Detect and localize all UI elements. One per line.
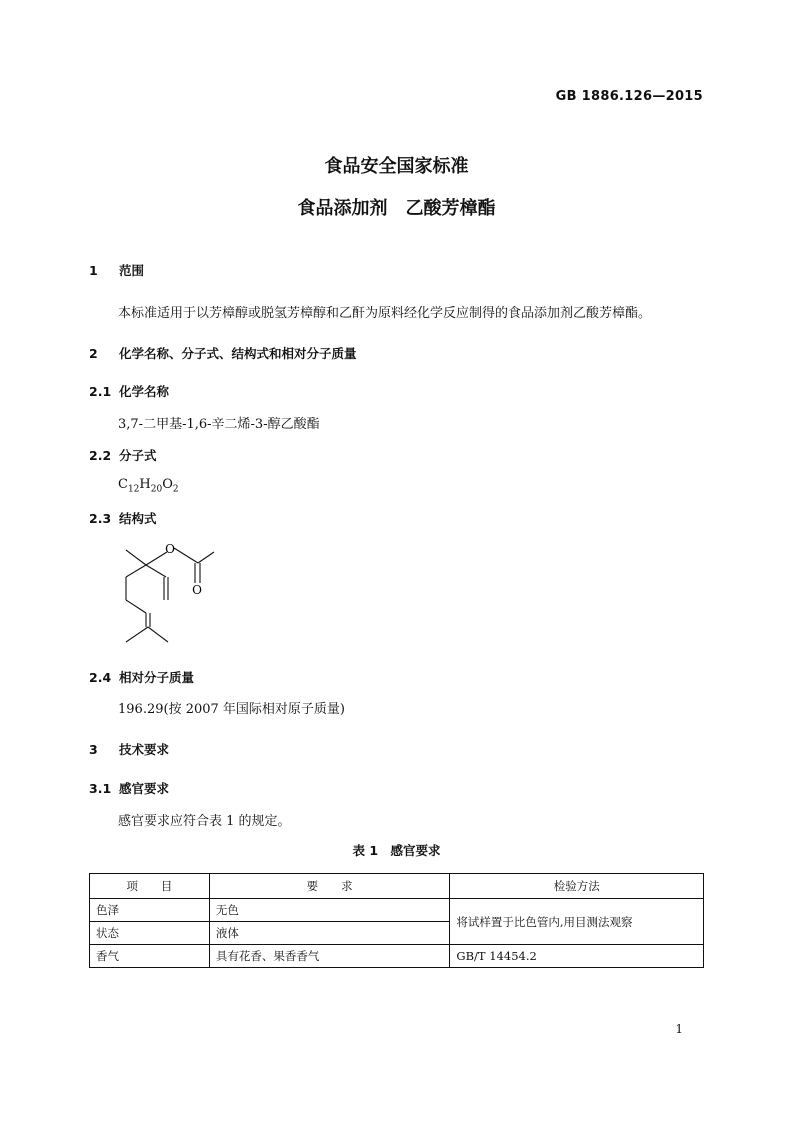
section-title: 结构式: [119, 511, 157, 526]
structural-formula: [110, 535, 230, 653]
item-cell: 香气: [90, 945, 210, 968]
method-cell: 将试样置于比色管内,用目测法观察: [450, 899, 704, 945]
section-number: 2: [89, 346, 98, 361]
section-number: 2.4: [89, 670, 112, 685]
main-title: 食品安全国家标准: [324, 156, 469, 177]
item-cell: 状态: [90, 922, 210, 945]
molecular-mass: 196.29(按 2007 年国际相对原子质量): [118, 702, 345, 717]
section-2-heading: [89, 344, 357, 362]
formula-subscript: 20: [150, 484, 163, 495]
sensory-requirement-text: 感官要求应符合表 1 的规定。: [118, 814, 291, 829]
requirement-cell: 无色: [209, 899, 450, 922]
column-header: 检验方法: [450, 874, 704, 899]
sub-title: 食品添加剂 乙酸芳樟酯: [297, 198, 496, 219]
section-number: 3: [89, 742, 98, 757]
section-title: 范围: [119, 263, 145, 278]
requirement-cell: 具有花香、果香香气: [209, 945, 450, 968]
section-number: 2.2: [89, 448, 112, 463]
section-title: 相对分子质量: [119, 670, 195, 685]
section-1-heading: [89, 261, 144, 279]
standard-code: GB 1886.126—2015: [555, 89, 703, 104]
carbonyl-oxygen-label: O: [192, 583, 202, 597]
formula-element: C: [118, 477, 128, 492]
section-3-1-heading: [89, 779, 169, 797]
section-2-1-heading: [89, 382, 169, 400]
section-3-heading: [89, 740, 169, 758]
item-cell: 色泽: [90, 899, 210, 922]
formula-element: O: [162, 477, 173, 492]
table-header-row: [90, 874, 704, 899]
table-row: [90, 945, 704, 968]
section-title: 化学名称: [119, 384, 170, 399]
section-2-4-heading: [89, 668, 194, 686]
formula-subscript: 2: [172, 484, 179, 495]
formula-subscript: 12: [127, 484, 140, 495]
column-header: 项 目: [90, 874, 210, 899]
chemical-name: 3,7-二甲基-1,6-辛二烯-3-醇乙酸酯: [118, 417, 320, 432]
section-2-3-heading: [89, 509, 157, 527]
page-number: 1: [675, 1022, 683, 1036]
section-number: 2.1: [89, 384, 112, 399]
section-title: 分子式: [119, 448, 157, 463]
table-caption: 表 1 感官要求: [352, 843, 441, 858]
column-header: 要 求: [209, 874, 450, 899]
molecular-formula: [118, 477, 179, 495]
formula-element: H: [139, 477, 151, 492]
section-number: 1: [89, 263, 98, 278]
section-number: 3.1: [89, 781, 112, 796]
section-title: 技术要求: [119, 742, 170, 757]
requirement-cell: 液体: [209, 922, 450, 945]
ester-oxygen-label: O: [165, 542, 175, 556]
section-2-2-heading: [89, 446, 157, 464]
section-title: 化学名称、分子式、结构式和相对分子质量: [119, 346, 357, 361]
method-cell: GB/T 14454.2: [450, 945, 704, 968]
section-number: 2.3: [89, 511, 112, 526]
section-title: 感官要求: [119, 781, 170, 796]
sensory-requirements-table: [89, 873, 704, 968]
table-row: [90, 899, 704, 922]
scope-paragraph: 本标准适用于以芳樟醇或脱氢芳樟醇和乙酐为原料经化学反应制得的食品添加剂乙酸芳樟酯。: [118, 306, 652, 321]
